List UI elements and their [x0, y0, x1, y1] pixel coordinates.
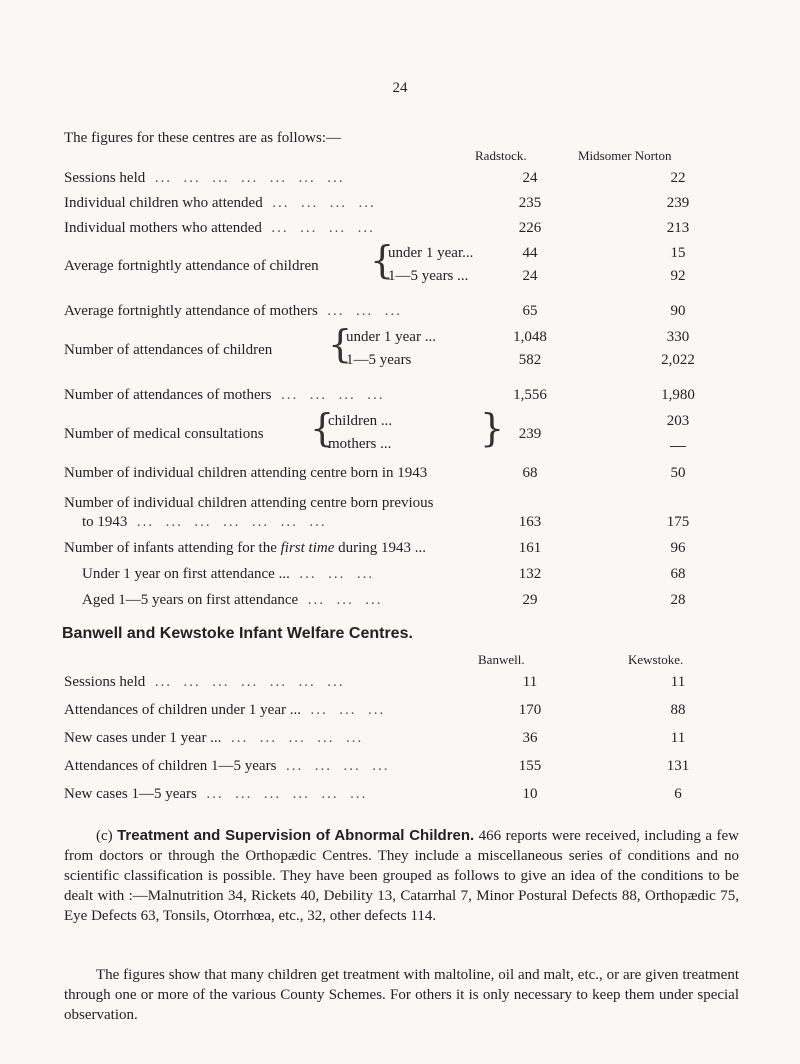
table-row — [64, 592, 764, 612]
row-label: Number of individual children attending centre born in 1943 — [64, 465, 428, 481]
value-midsomer: 68 — [670, 566, 686, 582]
value-radstock: 65 — [522, 303, 538, 319]
row-label: New cases 1—5 years ... ... ... ... ... ... — [64, 786, 368, 802]
table-row — [64, 195, 764, 215]
table-row — [64, 303, 764, 323]
row-label: Under 1 year on first attendance ... ... ... ... — [82, 566, 375, 582]
brace-icon: { — [310, 406, 335, 450]
value-banwell: 170 — [518, 702, 542, 718]
value-radstock: 29 — [522, 592, 538, 608]
brace-icon: { — [370, 238, 395, 282]
value-kewstoke: 88 — [670, 702, 686, 718]
row-label: Individual mothers who attended ... ... ... ... — [64, 220, 375, 236]
table-row — [64, 465, 764, 485]
figures-paragraph: The figures show that many children get treatment with maltoline, oil and malt, etc., or are given treatment through one or more of the various County Schemes. For others it is only necessary to keep them under special observation. — [64, 967, 739, 1023]
row-label: New cases under 1 year ... ... ... ... ... ... — [64, 730, 364, 746]
brace-close-icon: } — [480, 406, 505, 450]
page-number: 24 — [392, 80, 408, 96]
value-radstock: 24 — [522, 170, 538, 186]
row-label: Average fortnightly attendance of children — [64, 258, 319, 274]
table-row — [64, 170, 764, 190]
table-row — [64, 540, 764, 560]
value-banwell: 155 — [518, 758, 542, 774]
brace-icon: { — [328, 322, 353, 366]
value-midsomer: 50 — [670, 465, 686, 481]
value-banwell: 11 — [522, 674, 538, 690]
value-radstock: 1,048 — [513, 329, 547, 345]
value-midsomer: 213 — [666, 220, 690, 236]
value-radstock: 239 — [518, 426, 542, 442]
value-radstock: 132 — [518, 566, 542, 582]
row-label: Attendances of children 1—5 years ... ... ... ... — [64, 758, 390, 774]
sub-label: children ... — [328, 413, 393, 429]
sub-label: 1—5 years — [346, 352, 412, 368]
paragraph-heading: Treatment and Supervision of Abnormal Children. — [117, 827, 475, 844]
row-label: Number of individual children attending centre born previous — [64, 495, 434, 511]
row-label: Attendances of children under 1 year ... ... ... ... — [64, 702, 386, 718]
intro-text: The figures for these centres are as follows:— — [64, 130, 341, 146]
col-head-banwell: Banwell. — [478, 652, 525, 667]
value-radstock: 44 — [522, 245, 538, 261]
value-radstock: 235 — [518, 195, 542, 211]
table-row — [64, 758, 764, 778]
value-kewstoke: 6 — [674, 786, 682, 802]
table-row — [64, 702, 764, 722]
row-label: to 1943 ... ... ... ... ... ... ... — [82, 514, 327, 530]
row-label: Number of medical consultations — [64, 426, 264, 442]
dash-mark — [670, 446, 686, 447]
value-radstock: 163 — [518, 514, 542, 530]
value-radstock: 582 — [518, 352, 542, 368]
row-label: Individual children who attended ... ... ... ... — [64, 195, 376, 211]
value-banwell: 36 — [522, 730, 538, 746]
table-row — [64, 730, 764, 750]
row-label: Sessions held ... ... ... ... ... ... ... — [64, 674, 345, 690]
value-midsomer: 96 — [670, 540, 686, 556]
sub-label: under 1 year... — [388, 245, 474, 261]
value-midsomer: 15 — [670, 245, 686, 261]
value-midsomer: 175 — [666, 514, 690, 530]
value-midsomer: 203 — [666, 413, 690, 429]
value-radstock: 161 — [518, 540, 542, 556]
row-label: Sessions held ... ... ... ... ... ... ... — [64, 170, 345, 186]
value-midsomer: 90 — [670, 303, 686, 319]
table-row — [64, 566, 764, 586]
col-head-radstock: Radstock. — [475, 148, 527, 163]
value-radstock: 24 — [522, 268, 538, 284]
value-banwell: 10 — [522, 786, 538, 802]
row-label: Number of attendances of mothers ... ... ... ... — [64, 387, 385, 403]
treatment-paragraph: (c) Treatment and Supervision of Abnormal Children. 466 reports were received, including a few from doctors or through the Orthopædic Centres. They include a miscellaneous series of conditions and no scientific classification is possible. They have been grouped as follows to give an idea of the conditions to be dealt with :—Malnutrition 34, Rickets 40, Debility 13, Catarrhal 7, Minor Postural Defects 88, Orthopædic 75, Eye Defects 63, Tonsils, Otorrhœa, etc., 32, other defects 114. — [64, 827, 739, 924]
table-row — [64, 220, 764, 240]
section-title: Banwell and Kewstoke Infant Welfare Centres. — [62, 625, 413, 642]
value-midsomer: 330 — [666, 329, 690, 345]
value-midsomer: 22 — [670, 170, 686, 186]
sub-label: 1—5 years ... — [388, 268, 469, 284]
value-radstock: 226 — [518, 220, 542, 236]
table-row — [64, 387, 764, 407]
row-label: Number of infants attending for the first time during 1943 ... — [64, 540, 427, 556]
sub-label: under 1 year ... — [346, 329, 436, 345]
value-midsomer: 1,980 — [661, 387, 695, 403]
value-midsomer: 28 — [670, 592, 686, 608]
table-row — [64, 786, 764, 806]
value-radstock: 68 — [522, 465, 538, 481]
value-midsomer: 92 — [670, 268, 686, 284]
value-kewstoke: 11 — [670, 730, 686, 746]
row-label: Aged 1—5 years on first attendance ... ... ... — [82, 592, 383, 608]
value-kewstoke: 131 — [666, 758, 690, 774]
value-midsomer: 239 — [666, 195, 690, 211]
col-head-kewstoke: Kewstoke. — [628, 652, 684, 667]
row-label: Average fortnightly attendance of mothers ... ... ... — [64, 303, 403, 319]
table-row — [64, 674, 764, 694]
table-row — [64, 514, 764, 534]
value-midsomer: 2,022 — [661, 352, 695, 368]
value-kewstoke: 11 — [670, 674, 686, 690]
col-head-midsomer-norton: Midsomer Norton — [578, 148, 672, 163]
value-radstock: 1,556 — [513, 387, 547, 403]
sub-label: mothers ... — [328, 436, 392, 452]
row-label: Number of attendances of children — [64, 342, 273, 358]
